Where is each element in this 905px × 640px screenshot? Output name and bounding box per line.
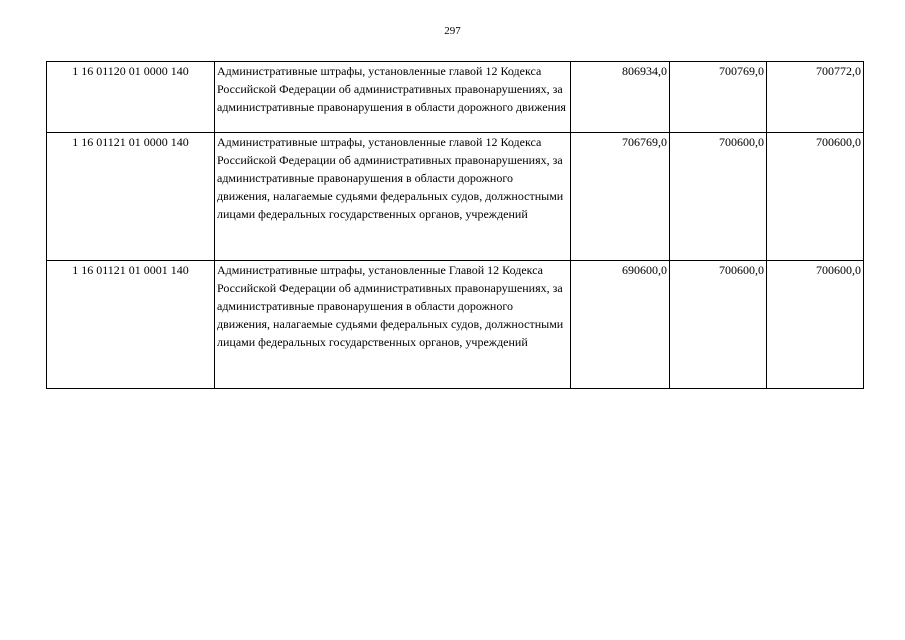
revenue-code: 1 16 01121 01 0001 140 (47, 261, 215, 389)
amount-year-1: 806934,0 (571, 62, 670, 133)
page-number: 297 (444, 25, 461, 37)
amount-year-3: 700600,0 (767, 261, 864, 389)
revenue-code: 1 16 01120 01 0000 140 (47, 62, 215, 133)
amount-year-3: 700600,0 (767, 133, 864, 261)
table-row (47, 261, 864, 389)
amount-year-2: 700600,0 (670, 133, 767, 261)
revenue-description: Административные штрафы, установленные главой 12 Кодекса Российской Федерации об административных правонарушениях, за административные правонарушения в области дорожного движения, налагаемые судьями федеральных судов, должностными лицами федеральных государственных органов, учреждений (215, 133, 571, 261)
amount-year-1: 690600,0 (571, 261, 670, 389)
amount-year-3: 700772,0 (767, 62, 864, 133)
revenue-description: Административные штрафы, установленные главой 12 Кодекса Российской Федерации об административных правонарушениях, за административные правонарушения в области дорожного движения (215, 62, 571, 133)
table-row (47, 133, 864, 261)
revenue-description: Административные штрафы, установленные Главой 12 Кодекса Российской Федерации об административных правонарушениях, за административные правонарушения в области дорожного движения, налагаемые судьями федеральных судов, должностными лицами федеральных государственных органов, учреждений (215, 261, 571, 389)
amount-year-1: 706769,0 (571, 133, 670, 261)
revenue-code: 1 16 01121 01 0000 140 (47, 133, 215, 261)
budget-table (46, 61, 864, 389)
table-row (47, 62, 864, 133)
amount-year-2: 700600,0 (670, 261, 767, 389)
amount-year-2: 700769,0 (670, 62, 767, 133)
